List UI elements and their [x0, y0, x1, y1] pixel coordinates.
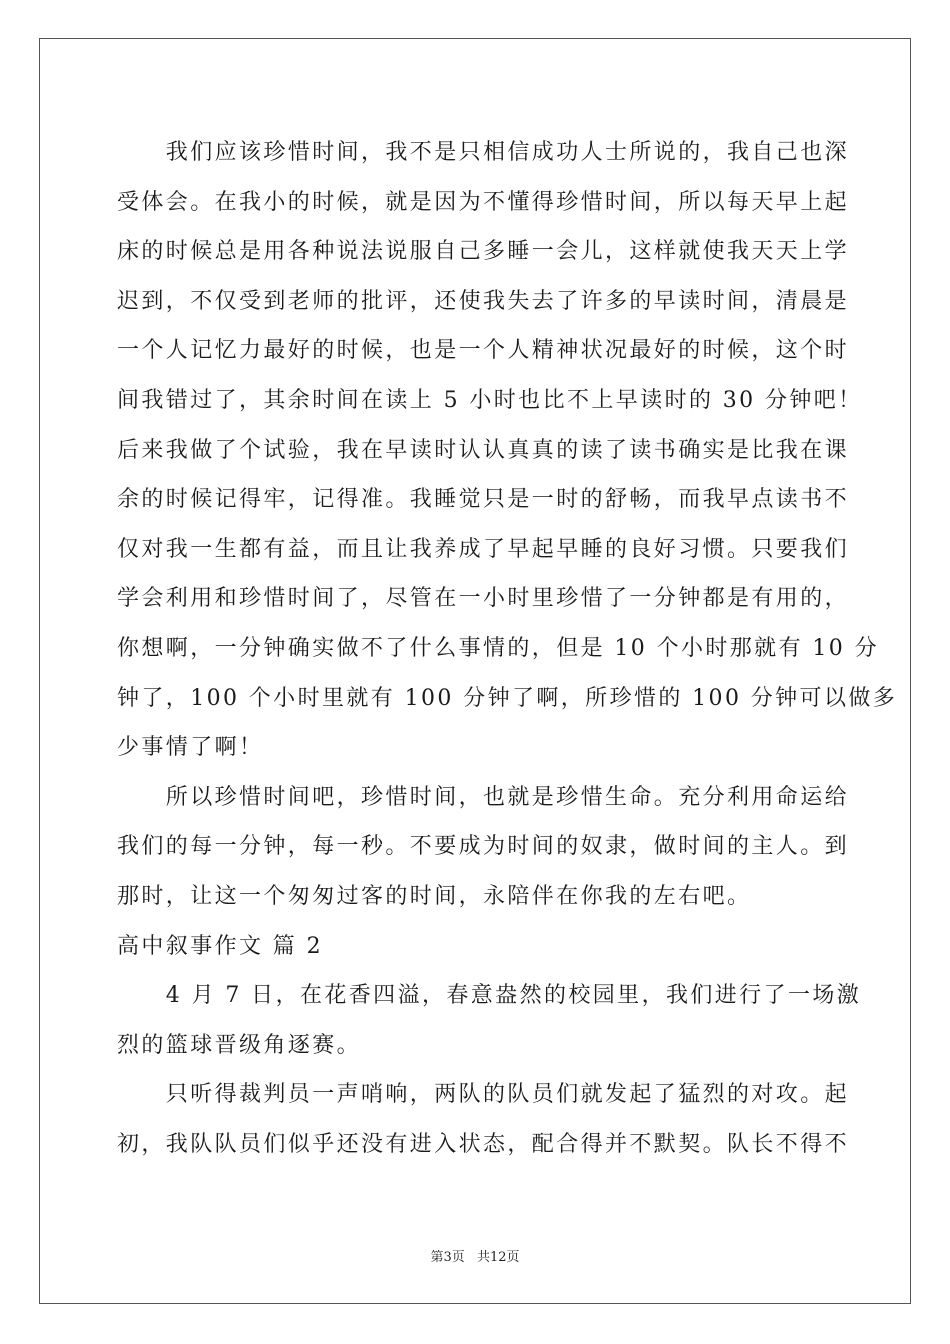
text-line: 你想啊，一分钟确实做不了什么事情的，但是 10 个小时那就有 10 分 — [117, 635, 879, 661]
text-line: 迟到，不仅受到老师的批评，还使我失去了许多的早读时间，清晨是 — [117, 288, 850, 314]
text-line: 4 月 7 日，在花香四溢，春意盎然的校园里，我们进行了一场激 — [117, 983, 862, 1009]
text-line: 受体会。在我小的时候，就是因为不懂得珍惜时间，所以每天早上起 — [117, 189, 850, 215]
text-line: 间我错过了，其余时间在读上 5 小时也比不上早读时的 30 分钟吧！ — [117, 387, 863, 413]
document-body — [117, 128, 898, 1169]
text-line: 我们应该珍惜时间，我不是只相信成功人士所说的，我自己也深 — [117, 140, 850, 165]
page-number: 第3页 — [430, 1250, 465, 1265]
text-line: 烈的篮球晋级角逐赛。 — [117, 1032, 362, 1058]
text-line: 钟了，100 个小时里就有 100 分钟了啊，所珍惜的 100 分钟可以做多 — [117, 685, 898, 711]
text-line: 只听得裁判员一声哨响，两队的队员们就发起了猛烈的对攻。起 — [117, 1082, 850, 1108]
page-footer — [0, 1246, 950, 1265]
text-line: 那时，让这一个匆匆过客的时间，永陪伴在你我的左右吧。 — [117, 883, 752, 909]
text-line: 余的时候记得牢，记得准。我睡觉只是一时的舒畅，而我早点读书不 — [117, 487, 850, 513]
section-heading: 高中叙事作文 篇 2 — [117, 933, 323, 959]
text-line: 床的时候总是用各种说法说服自己多睡一会儿，这样就使我天天上学 — [117, 239, 850, 265]
text-line: 后来我做了个试验，我在早读时认认真真的读了读书确实是比我在课 — [117, 437, 850, 463]
text-line: 一个人记忆力最好的时候，也是一个人精神状况最好的时候，这个时 — [117, 338, 850, 364]
text-line: 仅对我一生都有益，而且让我养成了早起早睡的良好习惯。只要我们 — [117, 536, 850, 562]
total-pages: 共12页 — [476, 1250, 520, 1265]
text-line: 所以珍惜时间吧，珍惜时间，也就是珍惜生命。充分利用命运给 — [117, 784, 850, 810]
text-line: 初，我队队员们似乎还没有进入状态，配合得并不默契。队长不得不 — [117, 1131, 850, 1157]
text-line: 我们的每一分钟，每一秒。不要成为时间的奴隶，做时间的主人。到 — [117, 834, 850, 860]
text-line: 少事情了啊！ — [117, 735, 264, 761]
text-line: 学会利用和珍惜时间了，尽管在一小时里珍惜了一分钟都是有用的， — [117, 586, 850, 612]
